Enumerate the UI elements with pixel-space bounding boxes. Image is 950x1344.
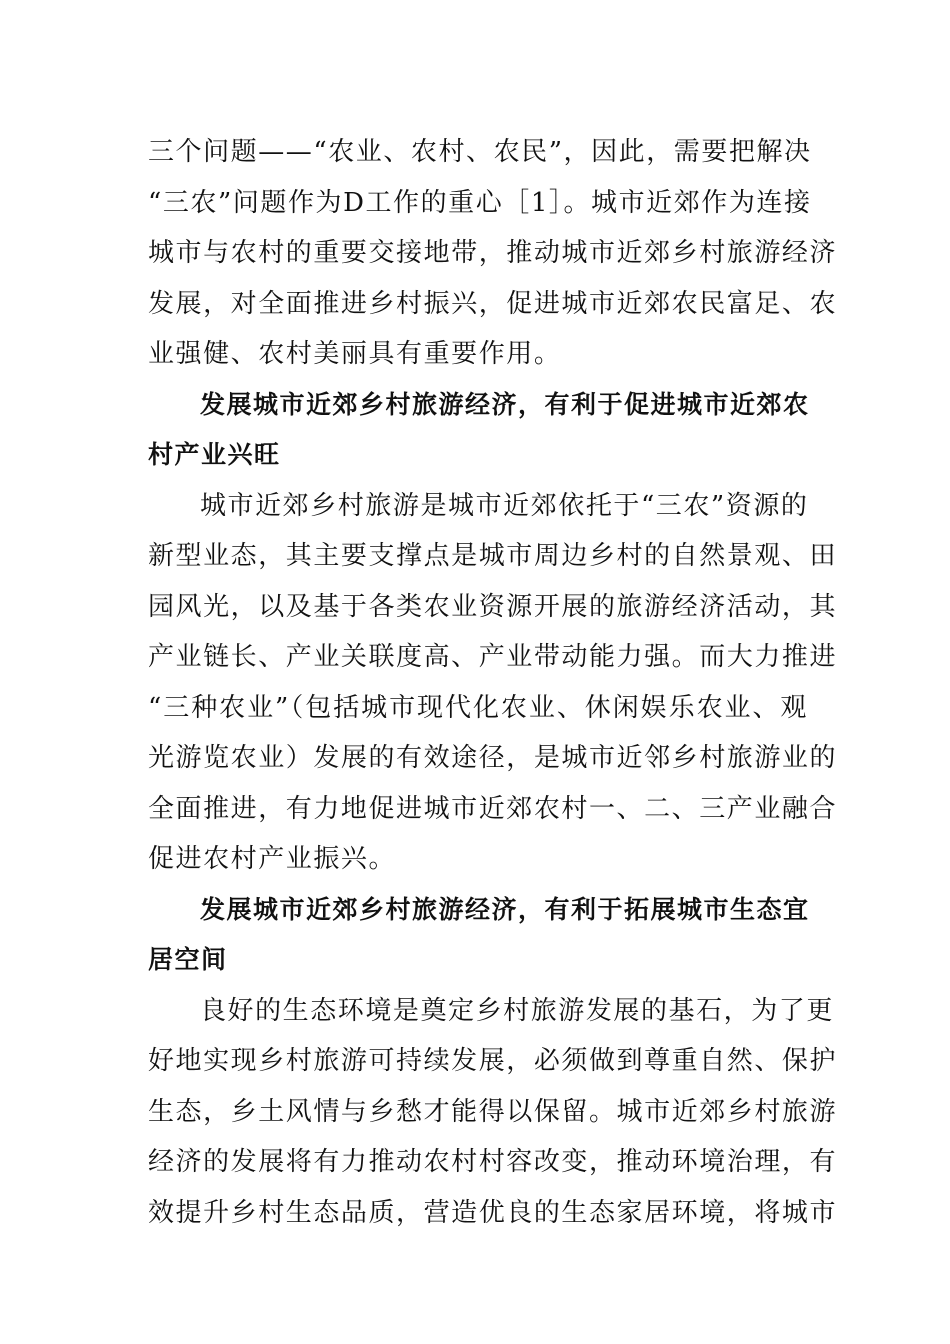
paragraph-line: 良好的生态环境是奠定乡村旅游发展的基石，为了更 xyxy=(200,995,834,1026)
paragraph-line: 城市与农村的重要交接地带，推动城市近郊乡村旅游经济 xyxy=(148,238,838,268)
paragraph-line: 经济的发展将有力推动农村村容改变，推动环境治理，有 xyxy=(148,1147,838,1177)
paragraph-line: 三个问题——“农业、农村、农民”，因此，需要把解决 xyxy=(148,137,812,167)
paragraph-line: 光游览农业）发展的有效途径，是城市近邻乡村旅游业的 xyxy=(148,743,838,773)
paragraph-line: 园风光，以及基于各类农业资源开展的旅游经济活动，其 xyxy=(148,591,838,622)
paragraph-line: 全面推进，有力地促进城市近郊农村一、二、三产业融合 xyxy=(148,793,838,824)
document-body xyxy=(148,127,838,1238)
paragraph-line: “三种农业”（包括城市现代化农业、休闲娱乐农业、观 xyxy=(148,692,808,723)
paragraph-line: 发展，对全面推进乡村振兴，促进城市近郊农民富足、农 xyxy=(148,288,838,319)
paragraph-line: “三农”问题作为D工作的重心［1］。城市近郊作为连接 xyxy=(148,187,812,218)
section-heading-line: 村产业兴旺 xyxy=(148,440,281,469)
paragraph-line: 城市近郊乡村旅游是城市近郊依托于“三农”资源的 xyxy=(200,490,809,521)
paragraph-line: 产业链长、产业关联度高、产业带动能力强。而大力推进 xyxy=(148,642,838,672)
section-heading-line: 居空间 xyxy=(148,945,228,974)
paragraph-line: 好地实现乡村旅游可持续发展，必须做到尊重自然、保护 xyxy=(148,1046,838,1076)
paragraph-line: 新型业态，其主要支撑点是城市周边乡村的自然景观、田 xyxy=(148,541,838,571)
section-heading-line: 发展城市近郊乡村旅游经济，有利于拓展城市生态宜 xyxy=(200,894,810,924)
section-heading-line: 发展城市近郊乡村旅游经济，有利于促进城市近郊农 xyxy=(200,389,810,419)
paragraph-line: 生态，乡土风情与乡愁才能得以保留。城市近郊乡村旅游 xyxy=(148,1096,838,1127)
paragraph-line: 业强健、农村美丽具有重要作用。 xyxy=(148,339,562,369)
paragraph-line: 促进农村产业振兴。 xyxy=(148,844,397,874)
paragraph-line: 效提升乡村生态品质，营造优良的生态家居环境，将城市 xyxy=(148,1197,838,1228)
